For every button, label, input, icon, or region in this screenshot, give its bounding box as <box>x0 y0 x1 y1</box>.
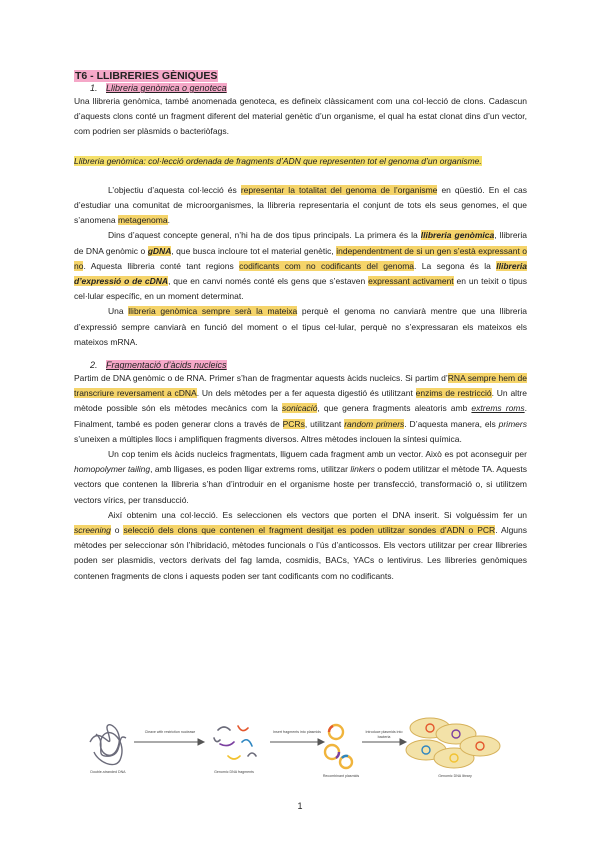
caption-recombinant-plasmids: Recombinant plasmids <box>322 774 360 778</box>
caption-double-stranded-dna: Double-stranded DNA <box>90 770 126 774</box>
paragraph-7: Així obtenim una col·lecció. Es seleccionen els vectors que porten el DNA inserit. Si volguéssim fer un screening o selecció dels clons que contenen el fragment desitjat es poden utilitzar sondes d’ADN o PCR. Alguns mètodes per seleccionar són l’hibridació, mètodes funcionals o l’ús d’anticossos. Els vectors utilitzar per crear llibreries poden ser plasmidis, vectors derivats del fag lamda, cosmidis, BACs, YACs o lentivirus. Les llibreries genòmiques contenen fragments de clons i aquests poden ser tant codificants com no codificants. <box>74 509 528 581</box>
paragraph-5: Partim de DNA genòmic o de RNA. Primer s’han de fragmentar aquests àcids nucleics. Si partim d’RNA sempre hem de transcriure reversament a cDNA. Un dels mètodes per a fer aquesta digestió és utilitzant enzims de restricció. Un altre mètode possible són els mètodes mecànics com la sonicació, que genera fragments aleatoris amb extrems roms. Finalment, també es poden generar clons a través de PCRs, utilitzant random primers. D’aquesta manera, els primers s’uneixen a múltiples llocs i amplifiquen fragments diversos. Altres mètodes inclouen la síntesi química. <box>74 373 527 444</box>
paragraph-1: Una llibreria genòmica, també anomenada genoteca, es defineix clàssicament com una col·lecció de clons. Cadascun d’aquests clons conté un fragment diferent del material genètic d’un organisme, el qual ha estat clonat dins d’un vector, com podrien ser plàsmids o bacteriòfags. <box>74 96 527 137</box>
dna-fragments-icon <box>214 726 256 759</box>
diagram-graphic <box>80 712 520 792</box>
paragraph-2: L’objectiu d’aquesta col·lecció és representar la totalitat del genoma de l’organisme en qüestió. En el cas d’estudiar una comunitat de microorganismes, la llibreria representaria el conjunt de tots els seus genomes, el que s’anomena metagenoma. <box>74 184 527 226</box>
arrow-icon <box>134 739 204 745</box>
definition: Llibreria genòmica: col·lecció ordenada de fragments d’ADN que representen tot el genoma d’un organisme. <box>74 155 482 166</box>
bacteria-library-icon <box>406 718 500 768</box>
dna-tangle-icon <box>90 725 126 765</box>
arrow-icon <box>270 739 324 745</box>
page-number: 1 <box>297 801 303 811</box>
paragraph-4: Una llibreria genòmica sempre serà la mateixa perquè el genoma no canviarà mentre que una llibreria d’expressió sempre canviarà en funció del moment o el tipus cel·lular, perquè no s’expressaran els mateixos els mateixos mRNA. <box>74 306 527 347</box>
page-title: T6 - LLIBRERIES GÈNIQUES <box>75 70 218 82</box>
arrow-icon <box>362 739 406 745</box>
genomic-library-diagram <box>80 712 520 792</box>
plasmid-icon <box>325 725 352 768</box>
caption-insert-fragments: Insert fragments into plasmids <box>273 730 321 734</box>
section-heading-1: 1. Llibreria genòmica o genoteca <box>90 83 227 93</box>
caption-genomic-fragments: Genomic DNA fragments <box>214 770 254 774</box>
paragraph-3: Dins d’aquest concepte general, n’hi ha de dos tipus principals. La primera és la llibreria genòmica, llibreria de DNA genòmic o gDNA, que busca incloure tot el material genètic, independentment de si un gen s’està expressant o no. Aquesta llibreria conté tant regions codificants com no codificants del genoma. La segona és la llibreria d’expressió o de cDNA, que en canvi només conté els gens que s’estaven expressant activament en un teixit o tipus cel·lular específic, en un moment determinat. <box>74 230 528 302</box>
document-page <box>74 70 527 584</box>
caption-genomic-library: Genomic DNA library <box>438 774 472 778</box>
section-heading-2: 2. Fragmentació d’àcids nucleics <box>90 360 227 371</box>
caption-cleave: Cleave with restriction nuclease <box>144 730 196 734</box>
paragraph-6: Un cop tenim els àcids nucleics fragmentats, lliguem cada fragment amb un vector. Això es pot aconseguir per homopolymer tailing, amb lligases, es poden lligar extrems roms, utilitzar linkers o podem utilitzar el mètode TA. Aquests vectors que contenen la llibreria s’han d’introduir en el organisme hoste per transfecció, transformació o, si utilitzem vectors vírics, per transducció. <box>74 449 527 505</box>
caption-introduce-plasmids: Introduce plasmids into bacteria <box>365 730 403 739</box>
